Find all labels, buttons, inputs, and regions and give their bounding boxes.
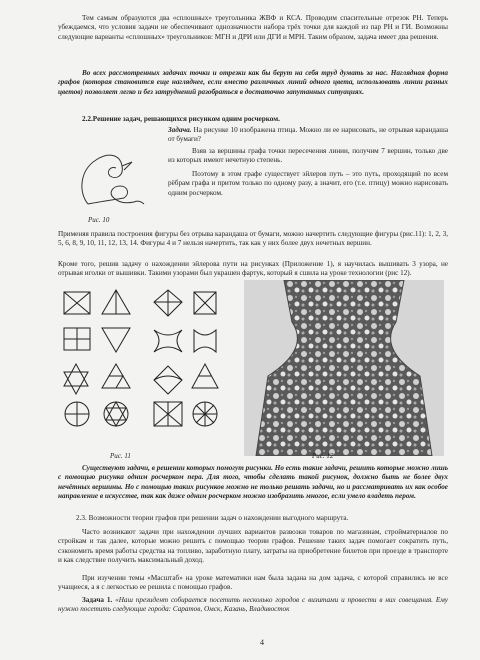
figure-11-shapes [58,284,222,434]
bird-tail-line [88,186,127,204]
shape-12-triangle [192,364,218,388]
shape-3-diamond [154,290,182,316]
shape-9-hexagram [64,364,88,394]
task-vertices-text: Взяв за вершины графа точки пересечения линии, получим 7 вершин, только две из которых имеют нечетную степень. [168,147,448,165]
bird-beak-line [122,162,132,170]
shape-8-bowtie [194,330,216,352]
apron-photo [244,280,444,456]
paragraph-7: При изучении темы «Масштаб» на уроке математики нам была задана на дом задача, с которой справились не все учащиеся, а я с легкостью ее решила с помощью графов. [58,574,448,592]
paragraph-4: Кроме того, решив задачу о нахождении эйлерова пути на рисунках (Приложение 1), я научилась вышивать 3 узора, не отрывая иголки от вышивки. Такими узорами был украшен фартук, который я сшила на уроке технологии (рис 12). [58,260,448,278]
paragraph-1: Тем самым образуются два «сплошных» треугольника ЖВФ и КСА. Проводим спасительные отрезок РН. Теперь убеждаемся, что условия задачи не обеспечивают однозначности набора трёх точки для каждой из пар РН и ГИ. Возможны следующие варианты «сплошных» треугольников: МГН и ДРИ или ДГИ и МРН. Таким образом, задача имеет два решения. [58,14,448,41]
shape-2-triangle [102,290,130,314]
shape-16-spokes [193,402,217,426]
bird-figure [68,142,150,212]
task-label: Задача. [168,126,192,134]
shape-14-circle [104,402,128,426]
section-heading-2-3: 2.3. Возможности теории графов при решении задач о нахождении выгодного маршрута. [76,514,349,522]
figure-12-caption: Рис. 12 [312,452,334,460]
task-1-text [58,596,448,615]
paragraph-6: Часто возникают задачи при нахождении лучших вариантов развозки товаров по магазинам, стройматериалов по стройкам и так далее, которые можно решить с помощью теории графов. Решение таких задач помогает сократить путь, сэкономить время работы средства на топливо, заработную плату, затраты на приобретение билетов при проезде в транспорте и как следствие получить максимальный доход. [58,528,448,564]
shape-1-diagonals [64,292,90,314]
shape-14-star [106,402,126,426]
task-euler-text: Поэтому в этом графе существует эйлеров путь – это путь, проходящий по всем рёбрам графа и притом только по одному разу, а значит, его (т.е. птицу) можно нарисовать одним росчерком. [168,170,448,197]
page-number: 4 [260,638,264,647]
shape-7-star [154,330,182,352]
section-heading-2-2: 2.2.Решение задач, решающихся рисунком одним росчерком. [82,115,280,123]
task-1-body: «Наш президент собирается посетить несколько городов с визитами и провести в них совещания. Ему нужно посетить следующие города: Саратов, Омск, Казань, Владивосток [58,596,449,614]
shape-4-diagonals [194,292,216,314]
shape-5-cross [64,328,90,350]
shape-10-triforce [102,364,130,388]
figure-10-caption: Рис. 10 [88,216,110,224]
paragraph-5: Существуют задачи, в решении которых помогут рисунки. Но есть такие задачи, решить которые можно лишь с помощью рисунка одним росчерком пера. Для того, чтобы сделать такой рисунок, должно быть не более двух нечётных вершины. Но с помощью таких рисунков можно не только решать задачи, но и рассматривать их как особое направление в искусстве, так как даже одним росчерком можно изобразить многое, если умело владеть пером. [58,464,448,500]
shape-15-lines [154,402,182,426]
bird-body-line [82,155,122,204]
shape-11-rhombus [154,366,182,394]
task-text [168,126,448,145]
figure-11-caption: Рис. 11 [110,452,131,460]
shape-6-triangle [102,328,130,352]
paragraph-3: Применяя правила построения фигуры без отрыва карандаша от бумаги, можно начертить следующие фигуры (рис.11): 1, 2, 3, 5, 6, 8, 9, 10, 11, 12, 13, 14. Фигуры 4 и 7 нельзя начертить, так как у них более двух нечетных вершин. [58,230,448,248]
task-1-label: Задача 1. [82,596,113,604]
task-question: На рисунке 10 изображена птица. Можно ли ее нарисовать, не отрывая карандаша от бумаги? [168,126,449,144]
paragraph-2: Во всех рассмотренных задачах точки и отрезки как бы берут на себя труд думать за нас. Наглядная форма графов (которая становится еще нагляднее, если вместо различных линий одного цвета, использовать линии разных цветов) позволяет легко и без затруднений разобраться в достаточно запутанных ситуациях. [58,69,448,96]
